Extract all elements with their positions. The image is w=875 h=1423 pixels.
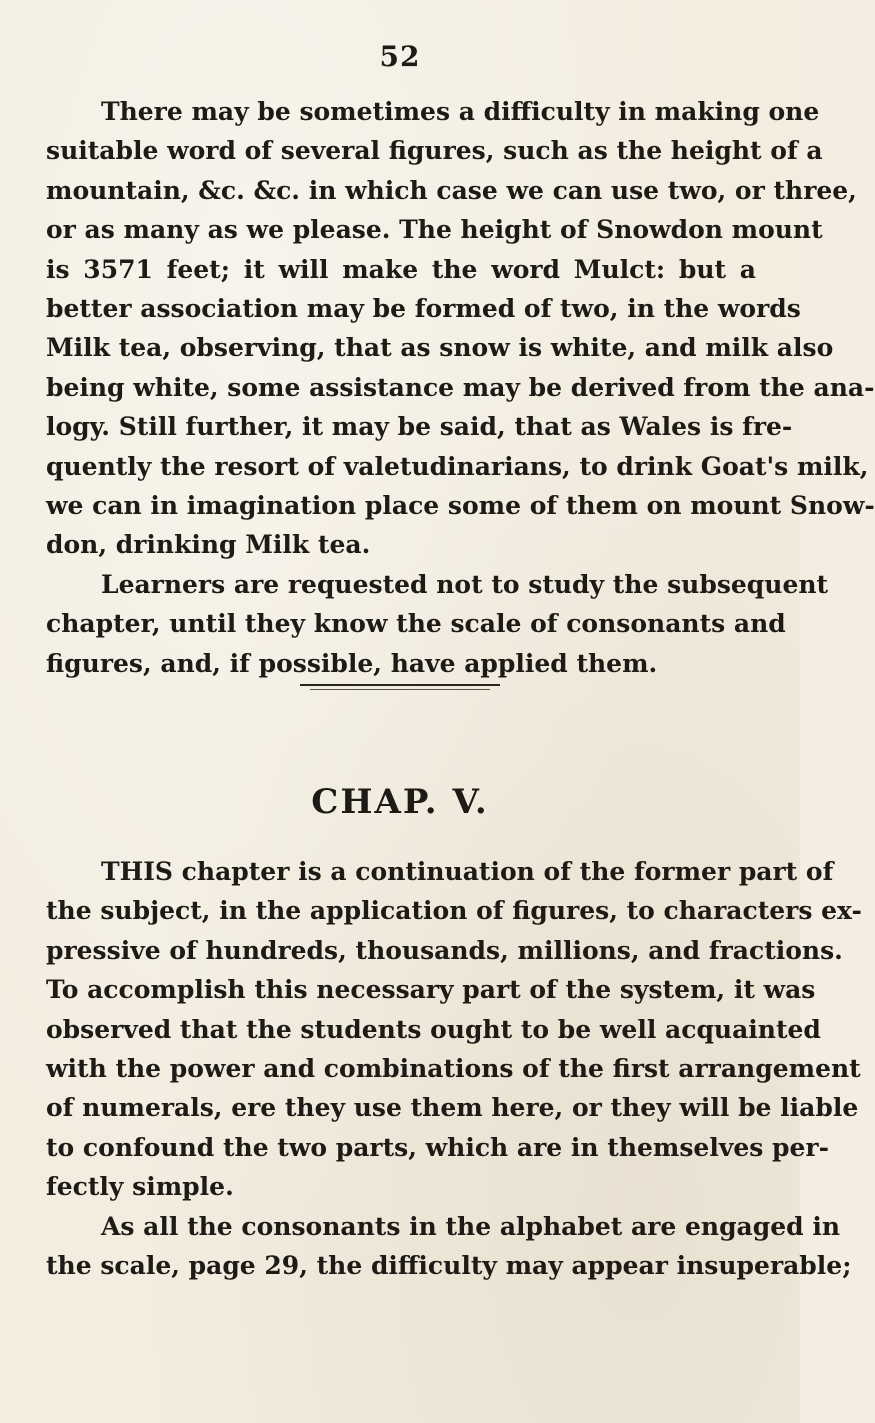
text-line: fectly simple. <box>46 1172 234 1202</box>
text-line: Learners are requested not to study the subsequent <box>101 569 829 599</box>
text-line: the scale, page 29, the difficulty may appear insuperable; <box>46 1251 852 1281</box>
text-line: As all the consonants in the alphabet are engaged in <box>101 1211 840 1241</box>
text-line: with the power and combinations of the first arrangement <box>46 1054 861 1084</box>
text-line: we can in imagination place some of them on mount Snow- <box>46 491 875 521</box>
text-line: being white, some assistance may be derived from the ana- <box>46 372 875 402</box>
section-divider-thin <box>310 689 490 690</box>
text-line: There may be sometimes a difficulty in making one <box>101 97 820 126</box>
section-divider <box>300 684 500 686</box>
text-line: of numerals, ere they use them here, or they will be liable <box>46 1093 859 1123</box>
text-line: better association may be formed of two, in the words <box>46 294 801 324</box>
chapter-heading: CHAP. V. <box>311 782 489 822</box>
text-block-bottom <box>46 852 862 1285</box>
text-line: to confound the two parts, which are in themselves per- <box>46 1132 829 1162</box>
text-block-top <box>46 92 875 683</box>
text-line: or as many as we please. The height of Snowdon mount <box>46 215 823 245</box>
text-line: THIS chapter is a continuation of the former part of <box>101 857 834 886</box>
text-line: To accomplish this necessary part of the system, it was <box>46 975 816 1005</box>
text-line: Milk tea, observing, that as snow is white, and milk also <box>46 333 834 363</box>
text-line: observed that the students ought to be well acquainted <box>46 1014 821 1044</box>
text-line: don, drinking Milk tea. <box>46 530 371 560</box>
text-line: suitable word of several figures, such as the height of a <box>46 136 823 166</box>
text-line: the subject, in the application of figures, to characters ex- <box>46 896 862 926</box>
text-line: mountain, &c. &c. in which case we can use two, or three, <box>46 175 857 205</box>
text-line: quently the resort of valetudinarians, to drink Goat's milk, <box>46 451 869 481</box>
text-line: is 3571 feet; it will make the word Mulct: but a <box>46 254 756 284</box>
text-line: logy. Still further, it may be said, that as Wales is fre- <box>46 412 793 442</box>
text-line: pressive of hundreds, thousands, millions, and fractions. <box>46 935 843 965</box>
text-line: chapter, until they know the scale of consonants and <box>46 609 786 639</box>
page-number: 52 <box>379 40 421 73</box>
text-line: figures, and, if possible, have applied them. <box>46 648 658 678</box>
